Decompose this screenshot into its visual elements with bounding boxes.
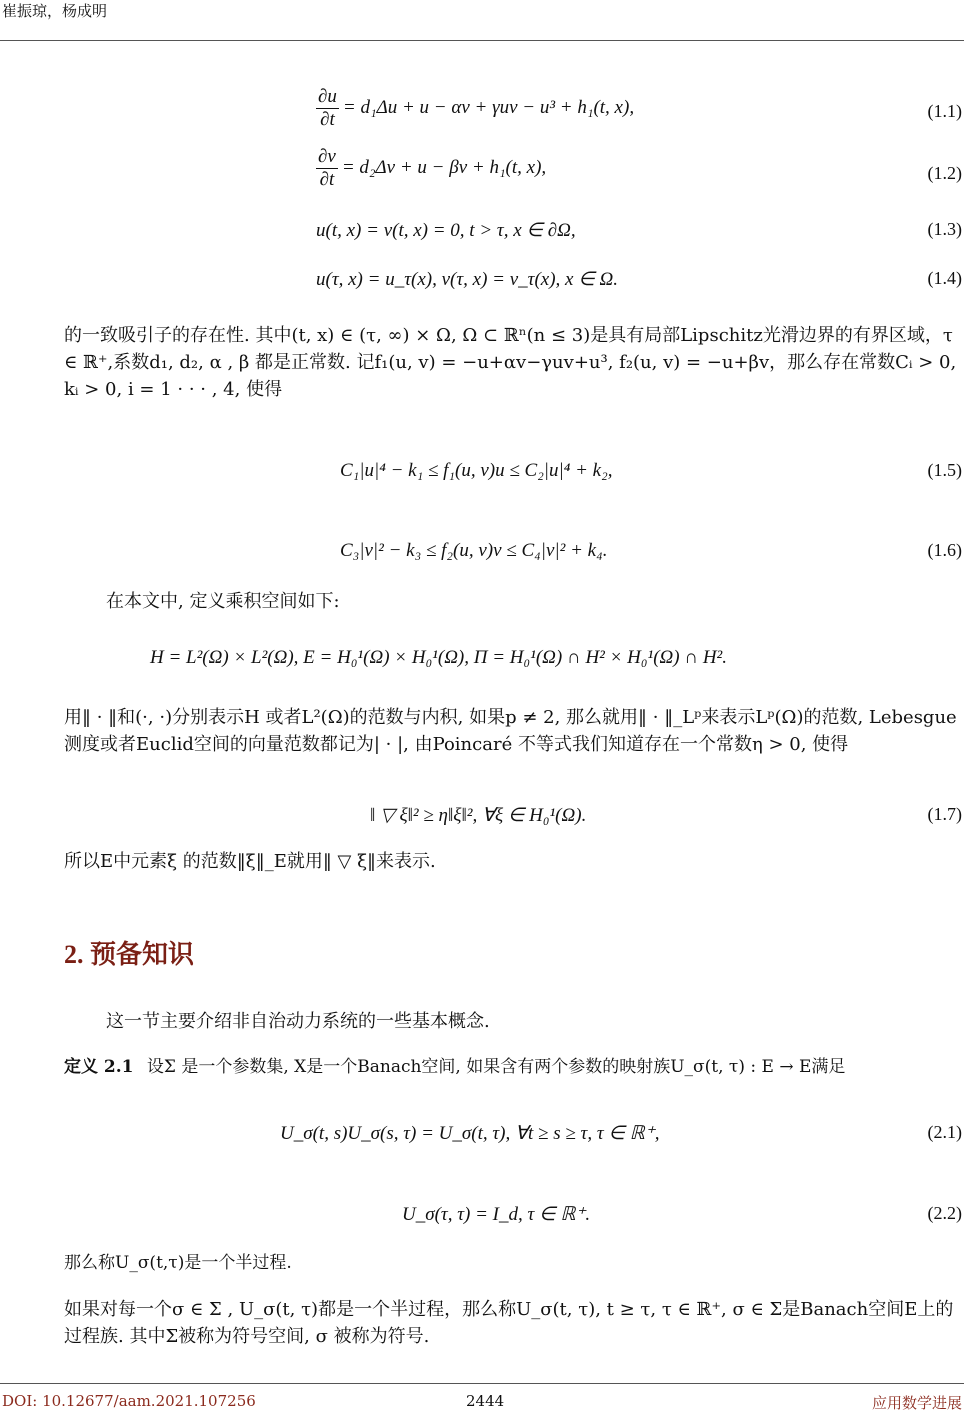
- section-title: 2. 预备知识: [64, 940, 195, 969]
- equation-product-spaces: H = L²(Ω) × L²(Ω), E = H₀¹(Ω) × H₀¹(Ω), Π = H₀¹(Ω) ∩ H² × H₀¹(Ω) ∩ H².: [150, 647, 727, 668]
- running-header-authors: 崔振琼，杨成明: [2, 2, 108, 20]
- definition-text: 设Σ 是一个参数集, X是一个Banach空间, 如果含有两个参数的映射族U_σ(t, τ) : E → E满足: [146, 1057, 846, 1077]
- paragraph-text: 如果对每一个σ ∈ Σ , U_σ(t, τ)都是一个半过程，那么称U_σ(t, τ), t ≥ τ, τ ∈ ℝ⁺, σ ∈ Σ是Banach空间E上的过程族. 其中Σ被称为符号空间, σ 被称为符号.: [64, 1299, 954, 1347]
- derivative-fraction: [316, 86, 339, 131]
- equation-rhs: = d₁Δu + u − αv + γuv − u³ + h₁(t, x),: [342, 96, 635, 118]
- equation-number-1-1: (1.1): [927, 101, 962, 121]
- equation-1-3: u(t, x) = v(t, x) = 0, t > τ, x ∈ ∂Ω,: [316, 220, 576, 241]
- equation-1-2: [316, 146, 546, 191]
- equation-number-1-7: (1.7): [927, 804, 962, 824]
- paragraph-text: 这一节主要介绍非自治动力系统的一些基本概念.: [106, 1011, 490, 1032]
- footer-journal-link[interactable]: 应用数学进展: [871, 1394, 962, 1412]
- equation-number-2-2: (2.2): [927, 1203, 962, 1223]
- equation-1-7: ‖ ▽ ξ‖² ≥ η‖ξ‖², ∀ξ ∈ H₀¹(Ω).: [370, 805, 587, 826]
- equation-1-1: [316, 86, 634, 131]
- paragraph-text: 所以E中元素ξ 的范数‖ξ‖_E就用‖ ▽ ξ‖来表示.: [64, 851, 436, 872]
- paragraph-text: 的一致吸引子的存在性. 其中(t, x) ∈ (τ, ∞) × Ω, Ω ⊂ ℝⁿ(n ≤ 3)是具有局部Lipschitz光滑边界的有界区域，τ ∈ ℝ⁺,系数d₁, d₂, α , β 都是正常数. 记f₁(u, v) = −u+αv−γuv+u³, f₂(u, v) = −u+βv，那么存在常数Cᵢ > 0, kᵢ > 0, i = 1 · · · , 4, 使得: [64, 325, 957, 400]
- footer-rule: [0, 1383, 964, 1384]
- paragraph-norm-of-e: [64, 848, 964, 875]
- paragraph-norms: [64, 704, 964, 758]
- equation-number-1-6: (1.6): [927, 540, 962, 560]
- definition-2-1: [64, 1054, 964, 1081]
- equation-2-2: U_σ(τ, τ) = I_d, τ ∈ ℝ⁺.: [402, 1204, 591, 1225]
- equation-number-1-4: (1.4): [927, 268, 962, 288]
- paragraph-attractor-existence: [64, 322, 964, 403]
- fraction-numerator: ∂u: [318, 86, 337, 107]
- fraction-denominator: ∂t: [320, 109, 335, 130]
- paragraph-product-space-intro: [64, 588, 964, 615]
- paragraph-process-family: [64, 1296, 964, 1350]
- definition-label: 定义 2.1: [64, 1057, 134, 1077]
- equation-2-1: U_σ(t, s)U_σ(s, τ) = U_σ(t, τ), ∀t ≥ s ≥ τ, τ ∈ ℝ⁺,: [280, 1123, 660, 1144]
- derivative-fraction: [316, 146, 338, 191]
- footer-doi-link[interactable]: DOI: 10.12677/aam.2021.107256: [2, 1392, 256, 1410]
- header-rule: [0, 40, 964, 41]
- equation-1-4: u(τ, x) = u_τ(x), v(τ, x) = v_τ(x), x ∈ Ω.: [316, 269, 619, 290]
- equation-1-5: C₁|u|⁴ − k₁ ≤ f₁(u, v)u ≤ C₂|u|⁴ + k₂,: [340, 460, 613, 481]
- fraction-numerator: ∂v: [318, 146, 336, 167]
- fraction-denominator: ∂t: [319, 169, 335, 190]
- paragraph-text: 在本文中, 定义乘积空间如下:: [106, 591, 340, 612]
- paragraph-text: 那么称U_σ(t,τ)是一个半过程.: [64, 1253, 292, 1273]
- paragraph-section-intro: [64, 1008, 964, 1035]
- equation-number-1-2: (1.2): [927, 163, 962, 183]
- footer-page-number: 2444: [466, 1392, 505, 1410]
- paragraph-text: 用‖ · ‖和(·, ·)分别表示H 或者L²(Ω)的范数与内积, 如果p ≠ 2, 那么就用‖ · ‖_Lᵖ来表示Lᵖ(Ω)的范数, Lebesgue 测度或者Euclid空间的向量范数都记为| · |, 由Poincaré 不等式我们知道存在一个常数η > 0, 使得: [64, 707, 957, 755]
- equation-1-6: C₃|v|² − k₃ ≤ f₂(u, v)v ≤ C₄|v|² + k₄.: [340, 540, 608, 561]
- equation-rhs: = d₂Δv + u − βv + h₁(t, x),: [341, 156, 547, 178]
- equation-number-2-1: (2.1): [927, 1122, 962, 1142]
- paragraph-semi-process: [64, 1250, 964, 1277]
- equation-number-1-3: (1.3): [927, 219, 962, 239]
- equation-number-1-5: (1.5): [927, 460, 962, 480]
